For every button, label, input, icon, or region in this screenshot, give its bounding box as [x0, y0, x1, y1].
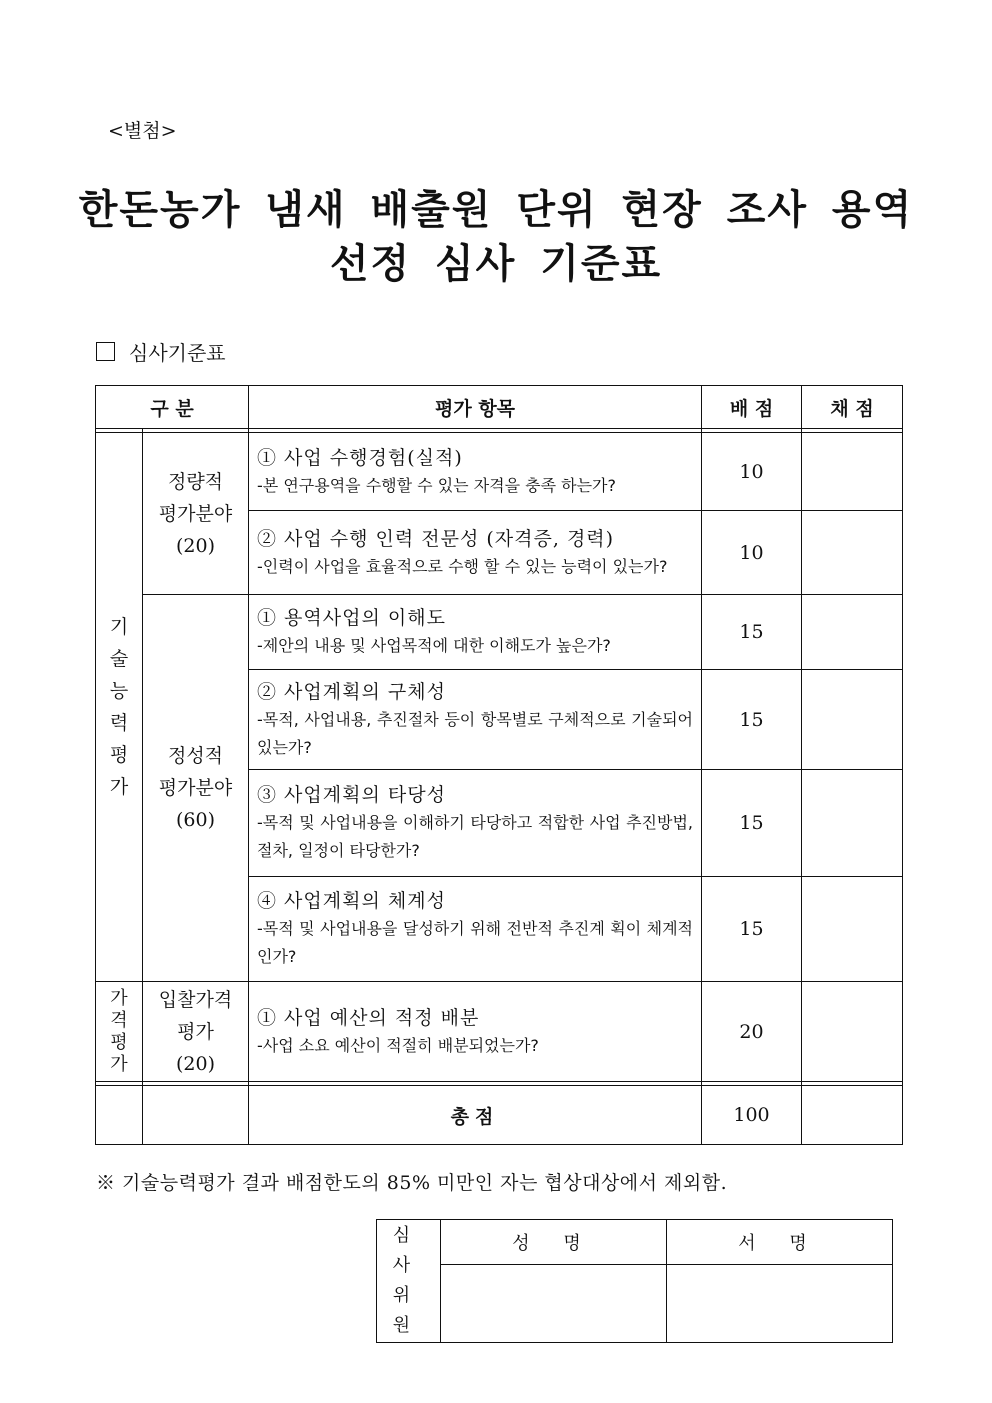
item-cell	[249, 511, 702, 595]
item-cell	[249, 982, 702, 1082]
item-desc: -제안의 내용 및 사업목적에 대한 이해도가 높은가?	[257, 636, 611, 655]
item-title: ③ 사업계획의 타당성	[257, 784, 446, 806]
item-title: ④ 사업계획의 체계성	[257, 890, 446, 912]
document-title-line2: 선정 심사 기준표	[329, 241, 663, 287]
table-row	[96, 433, 903, 511]
signature-table	[376, 1219, 893, 1343]
score-cell[interactable]	[802, 433, 903, 511]
sign-header: 서 명	[667, 1220, 893, 1265]
header-score: 채 점	[802, 386, 903, 429]
item-points: 15	[702, 670, 802, 770]
item-title: ② 사업계획의 구체성	[257, 680, 446, 703]
name-header: 성 명	[441, 1220, 667, 1265]
item-cell	[249, 770, 702, 877]
total-label: 총점	[249, 1086, 702, 1145]
item-points: 10	[702, 433, 802, 511]
item-title: ② 사업 수행 인력 전문성 (자격증, 경력)	[257, 527, 615, 550]
total-points: 100	[702, 1086, 802, 1145]
score-cell[interactable]	[802, 595, 903, 670]
item-points: 15	[702, 595, 802, 670]
item-desc: -본 연구용역을 수행할 수 있는 자격을 충족 하는가?	[257, 475, 617, 495]
item-points: 15	[702, 877, 802, 982]
score-cell[interactable]	[802, 511, 903, 595]
group-price: 가 격 평 가	[96, 982, 143, 1082]
section-heading-text: 심사기준표	[129, 341, 226, 365]
header-items: 평가 항목	[249, 386, 702, 429]
header-points: 배 점	[702, 386, 802, 429]
table-row	[96, 595, 903, 670]
subcategory-quant: 정량적 평가분야 (20)	[143, 433, 249, 595]
item-desc: -목적 및 사업내용을 이해하기 타당하고 적합한 사업 추진방법, 절차, 일정이 타당한가?	[257, 813, 694, 860]
total-row	[96, 1086, 903, 1145]
item-desc: -사업 소요 예산이 적절히 배분되었는가?	[257, 1035, 539, 1055]
table-header-row	[96, 386, 903, 429]
item-title: ① 사업 예산의 적정 배분	[257, 1006, 480, 1029]
signature-header-row	[377, 1220, 893, 1265]
signature-field[interactable]	[667, 1264, 893, 1342]
item-cell	[249, 433, 702, 511]
group-tech: 기 술 능 력 평 가	[96, 433, 143, 982]
subcategory-bid: 입찰가격 평가 (20)	[143, 982, 249, 1082]
name-field[interactable]	[441, 1264, 667, 1342]
item-cell	[249, 877, 702, 982]
item-points: 15	[702, 770, 802, 877]
item-points: 10	[702, 511, 802, 595]
item-desc: -인력이 사업을 효율적으로 수행 할 수 있는 능력이 있는가?	[257, 556, 668, 576]
subcategory-qual: 정성적 평가분야 (60)	[143, 595, 249, 982]
attachment-label: <별첨>	[108, 120, 177, 142]
table-row	[96, 982, 903, 1082]
footnote: ※ 기술능력평가 결과 배점한도의 85% 미만인 자는 협상대상에서 제외함.	[96, 1172, 728, 1194]
item-points: 20	[702, 982, 802, 1082]
score-cell[interactable]	[802, 670, 903, 770]
item-title: ① 사업 수행경험(실적)	[257, 446, 463, 469]
item-cell	[249, 595, 702, 670]
item-cell	[249, 670, 702, 770]
score-cell[interactable]	[802, 877, 903, 982]
criteria-table	[95, 385, 903, 1145]
checkbox-icon	[96, 342, 115, 361]
item-desc: -목적 및 사업내용을 달성하기 위해 전반적 추진계 획이 체계적인가?	[257, 919, 694, 966]
item-desc: -목적, 사업내용, 추진절차 등이 항목별로 구체적으로 기술되어 있는가?	[257, 709, 694, 757]
document-title-line1: 한돈농가 냄새 배출원 단위 현장 조사 용역	[78, 187, 914, 233]
item-title: ① 용역사업의 이해도	[257, 607, 446, 629]
score-cell[interactable]	[802, 982, 903, 1082]
section-heading	[96, 337, 226, 366]
score-cell[interactable]	[802, 770, 903, 877]
total-score-cell[interactable]	[802, 1086, 903, 1145]
signature-body-row	[377, 1264, 893, 1342]
header-category: 구 분	[96, 386, 249, 429]
reviewer-label: 심사 위원	[377, 1220, 441, 1343]
